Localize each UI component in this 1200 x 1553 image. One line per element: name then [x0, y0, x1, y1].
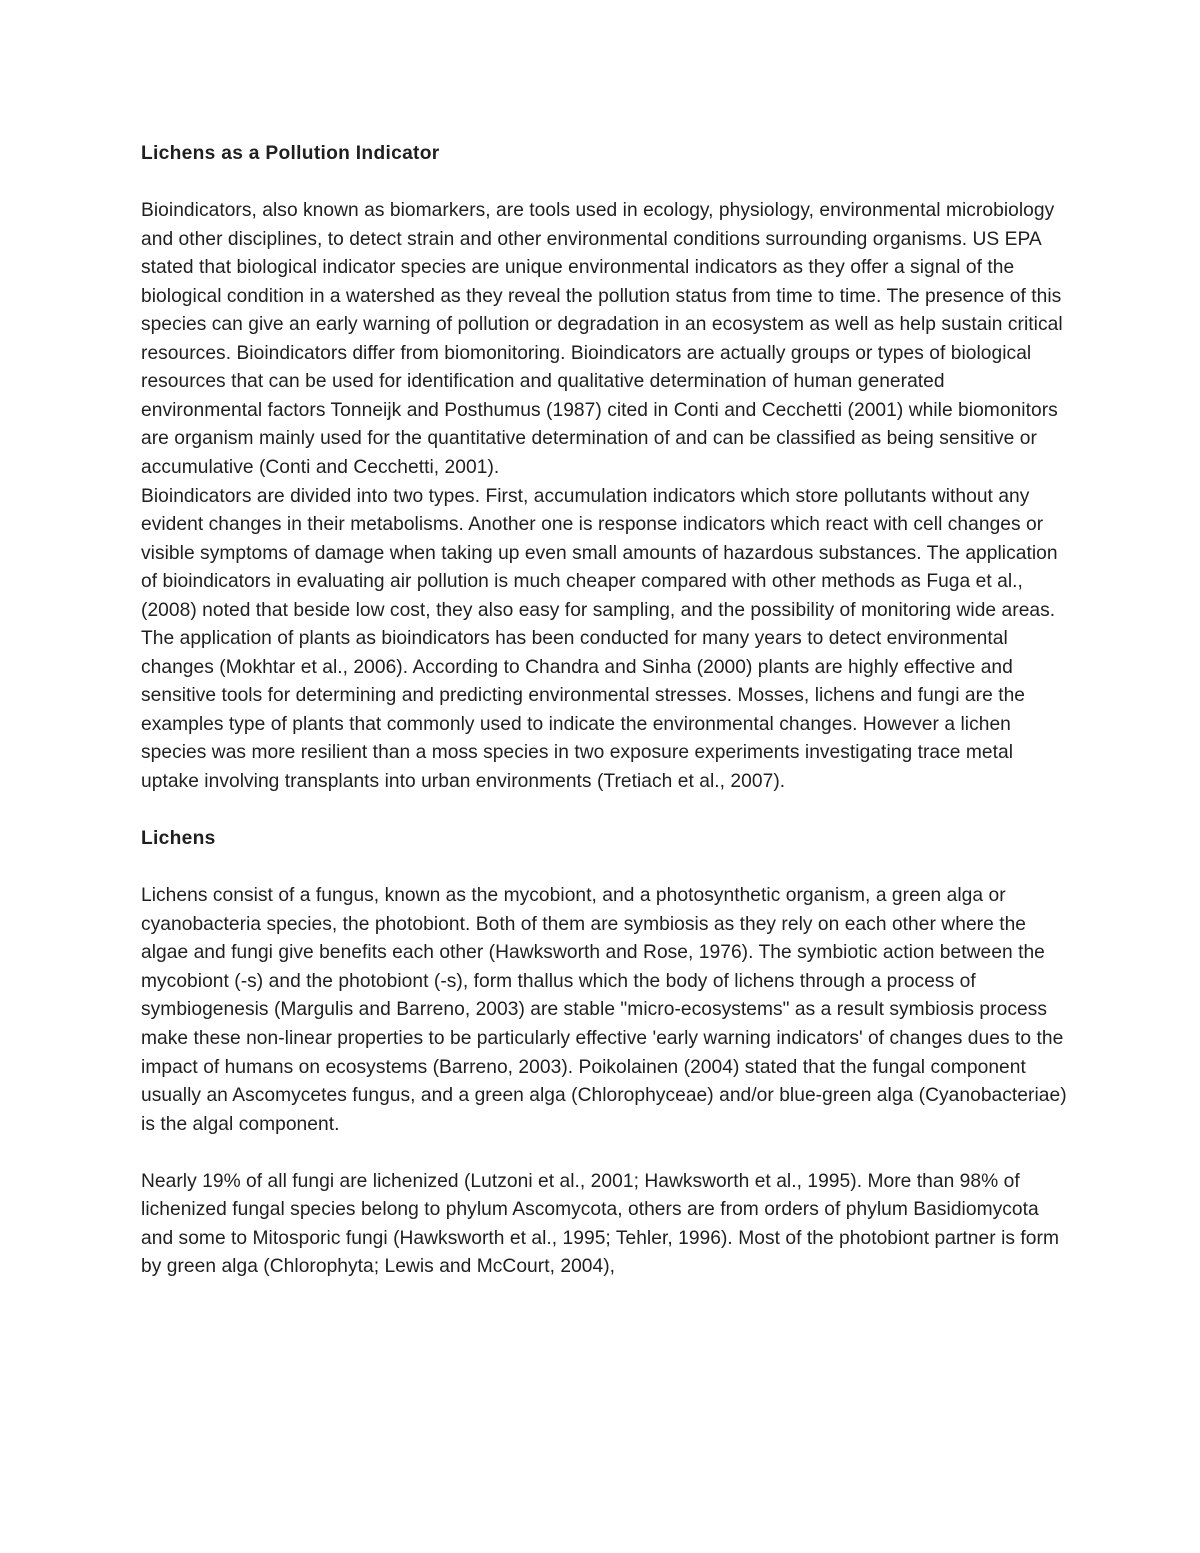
- paragraph-bioindicator-types: Bioindicators are divided into two types. First, accumulation indicators which store pollutants without any evident changes in their metabolisms. Another one is response indicators which react with cell changes or visible symptoms of damage when taking up even small amounts of hazardous substances. The application of bioindicators in evaluating air pollution is much cheaper compared with other methods as Fuga et al., (2008) noted that beside low cost, they also easy for sampling, and the possibility of monitoring wide areas. The application of plants as bioindicators has been conducted for many years to detect environmental changes (Mokhtar et al., 2006). According to Chandra and Sinha (2000) plants are highly effective and sensitive tools for determining and predicting environmental stresses. Mosses, lichens and fungi are the examples type of plants that commonly used to indicate the environmental changes. However a lichen species was more resilient than a moss species in two exposure experiments investigating trace metal uptake involving transplants into urban environments (Tretiach et al., 2007).: [141, 485, 1058, 793]
- spacer: [141, 169, 1071, 198]
- spacer: [141, 797, 1071, 826]
- section-heading-pollution-indicator: Lichens as a Pollution Indicator: [141, 143, 440, 164]
- spacer: [141, 1139, 1071, 1168]
- paragraph-bioindicators-definition: Bioindicators, also known as biomarkers, are tools used in ecology, physiology, environmental microbiology and other disciplines, to detect strain and other environmental conditions surrounding organisms. US EPA stated that biological indicator species are unique environmental indicators as they offer a signal of the biological condition in a watershed as they reveal the pollution status from time to time. The presence of this species can give an early warning of pollution or degradation in an ecosystem as well as help sustain critical resources. Bioindicators differ from biomonitoring. Bioindicators are actually groups or types of biological resources that can be used for identification and qualitative determination of human generated environmental factors Tonneijk and Posthumus (1987) cited in Conti and Cecchetti (2001) while biomonitors are organism mainly used for the quantitative determination of and can be classified as being sensitive or accumulative (Conti and Cecchetti, 2001).: [141, 200, 1063, 479]
- spacer: [141, 854, 1071, 883]
- paragraph-lichenized-fungi: Nearly 19% of all fungi are lichenized (Lutzoni et al., 2001; Hawksworth et al., 1995). More than 98% of lichenized fungal species belong to phylum Ascomycota, others are from orders of phylum Basidiomycota and some to Mitosporic fungi (Hawksworth et al., 1995; Tehler, 1996). Most of the photobiont partner is form by green alga (Chlorophyta; Lewis and McCourt, 2004),: [141, 1170, 1059, 1278]
- paragraph-lichen-composition: Lichens consist of a fungus, known as the mycobiont, and a photosynthetic organism, a green alga or cyanobacteria species, the photobiont. Both of them are symbiosis as they rely on each other where the algae and fungi give benefits each other (Hawksworth and Rose, 1976). The symbiotic action between the mycobiont (-s) and the photobiont (-s), form thallus which the body of lichens through a process of symbiogenesis (Margulis and Barreno, 2003) are stable "micro-ecosystems" as a result symbiosis process make these non-linear properties to be particularly effective 'early warning indicators' of changes dues to the impact of humans on ecosystems (Barreno, 2003). Poikolainen (2004) stated that the fungal component usually an Ascomycetes fungus, and a green alga (Chlorophyceae) and/or blue-green alga (Cyanobacteriae) is the algal component.: [141, 885, 1067, 1135]
- section-heading-lichens: Lichens: [141, 828, 216, 850]
- document-body: [141, 140, 1071, 1282]
